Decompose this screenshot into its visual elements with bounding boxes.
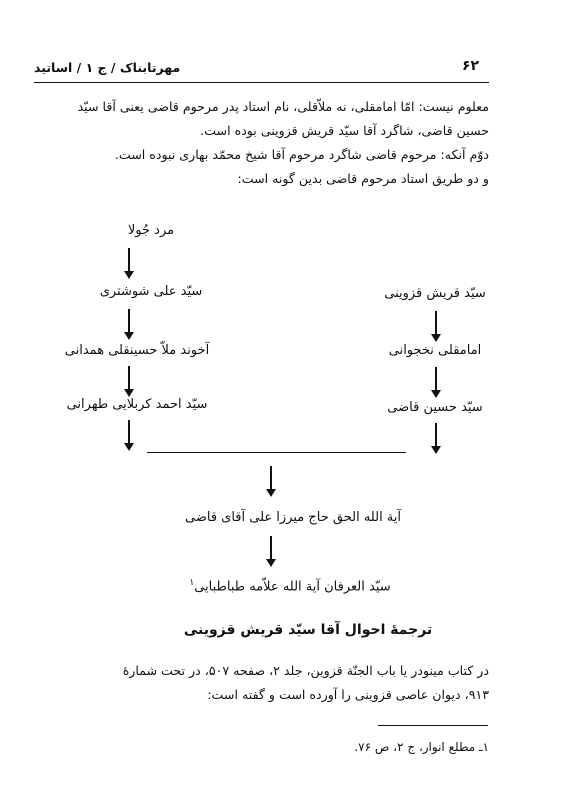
arrow-down — [128, 309, 130, 333]
footnote: ۱ـ مطلع انوار، ج ۲، ص ۷۶. — [354, 740, 489, 754]
arrow-down — [128, 420, 130, 444]
arrow-down — [128, 366, 130, 390]
section-title: ترجمهٔ احوال آقا سیّد قریش قزوینی — [183, 622, 433, 638]
tree-node-mard-jula: مرد جُولا — [127, 223, 175, 238]
paragraph-line-4: و دو طریق استاد مرحوم قاضی بدین گونه است: — [237, 171, 489, 186]
running-head: مهرتابناک / ج ۱ / اساتید — [34, 60, 181, 75]
paragraph-line-1: معلوم نیست: امّا امامقلی، نه ملاّقلی، نام استاد پدر مرحوم قاضی یعنی آقا سیّد — [77, 99, 489, 114]
body-line-2: ۹۱۳، دیوان عاصی قزوینی را آورده است و گفته است: — [207, 687, 489, 702]
footnote-rule — [378, 725, 488, 726]
tree-node-ali-shushtari: سیّد علی شوشتری — [99, 284, 203, 299]
page-number: ۶۲ — [462, 58, 480, 74]
tree-node-ahmad-karbalai: سیّد احمد کربلایی طهرانی — [66, 397, 208, 412]
arrow-down — [435, 367, 437, 391]
arrow-down — [435, 311, 437, 335]
tree-node-husayn-quli-hamadani: آخوند ملاّ حسینقلی همدانی — [64, 343, 210, 358]
merge-line — [147, 452, 406, 453]
footnote-marker: ۱ — [189, 578, 195, 588]
body-line-1: در کتاب مینودر یا باب الجنّة قزوین، جلد ۲، صفحه ۵۰۷، در تحت شمارهٔ — [122, 663, 489, 678]
tree-node-allameh-tabatabai — [170, 578, 410, 594]
tree-node-husayn-qadi: سیّد حسین قاضی — [387, 400, 483, 415]
arrow-down — [270, 466, 272, 490]
paragraph-line-3: دوّم آنکه: مرحوم قاضی شاگرد مرحوم آقا شیخ محمّد بهاری نبوده است. — [114, 147, 489, 162]
tree-node-allameh-tabatabai-text: سیّد العرفان آیة الله علاّمه طباطبایی — [194, 579, 391, 595]
tree-node-imamquli-nakhjavani: امامقلی نخجوانی — [388, 343, 482, 358]
arrow-down — [270, 536, 272, 560]
arrow-down — [435, 423, 437, 447]
paragraph-line-2: حسین قاضی، شاگرد آقا سیّد قریش قزوینی بوده است. — [200, 123, 489, 138]
tree-node-quraysh-qazvini: سیّد قریش قزوینی — [384, 286, 486, 301]
header-rule — [34, 82, 489, 83]
arrow-down — [128, 248, 130, 272]
tree-node-mirza-ali-qadi: آیة الله الحق حاج میرزا علی آقای قاضی — [184, 510, 402, 525]
